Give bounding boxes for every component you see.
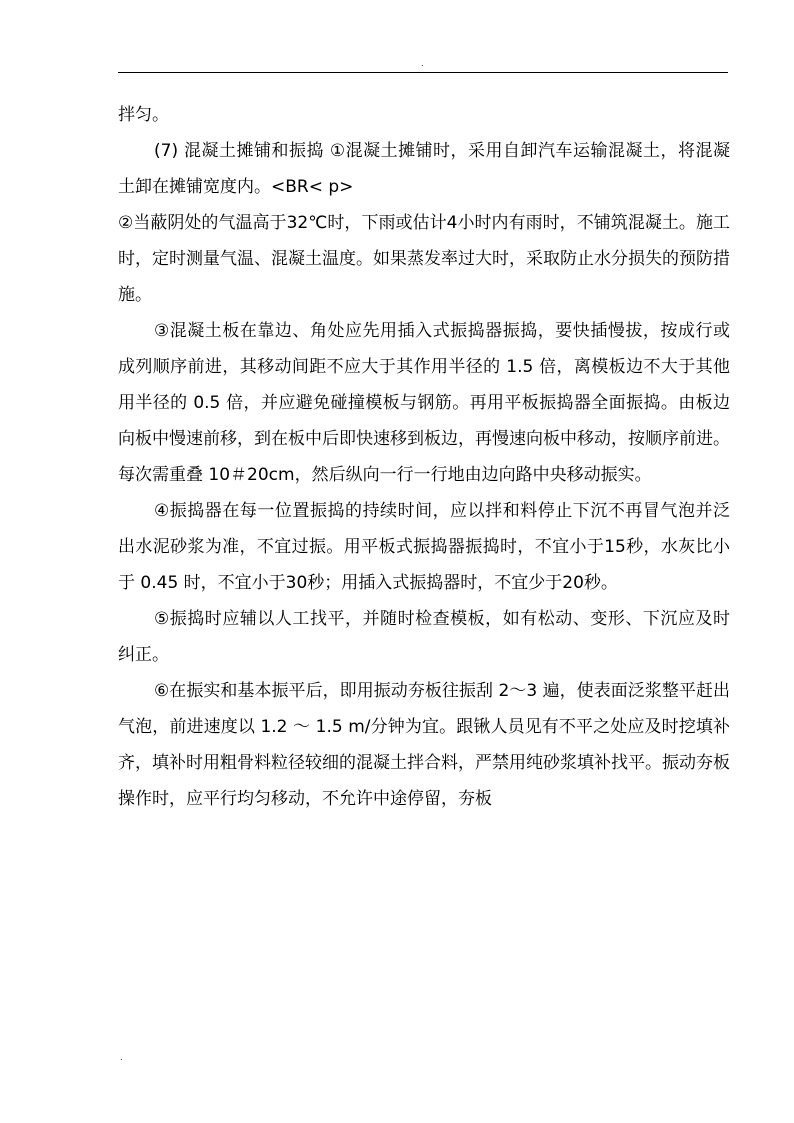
paragraph-continuation: 拌匀。 <box>118 105 169 125</box>
paragraph-4-duration: ④振捣器在每一位置振捣的持续时间，应以拌和料停止下沉不再冒气泡并泛出水泥砂浆为准，不宜过振。用平板式振捣器振捣时，不宜小于15秒，水灰比小于 0.45 时，不宜小于30秒；用插入式振捣器时，不宜少于20秒。 <box>118 501 730 593</box>
header-mark: . <box>421 59 424 68</box>
header-rule <box>118 72 728 73</box>
paragraph-3-edges: ③混凝土板在靠边、角处应先用插入式振捣器振捣，要快插慢拔，按成行或成列顺序前进，其移动间距不应大于其作用半径的 1.5 倍，离模板边不大于其他用半径的 0.5 倍，并应避免碰撞模板与钢筋。再用平板振捣器全面振捣。由板边向板中慢速前移，到在板中后即快速移到板边，再慢速向板中移动，按顺序前进。每次需重叠 10＃20cm，然后纵向一行一行地由边向路中央移动振实。 <box>118 321 730 485</box>
paragraph-7-paving: (7) 混凝土摊铺和振捣 ①混凝土摊铺时，采用自卸汽车运输混凝土，将混凝土卸在摊铺宽度内。<BR< p> <box>118 141 730 197</box>
footer-mark: . <box>120 1053 123 1062</box>
document-body <box>118 97 730 817</box>
paragraph-5-leveling: ⑤振捣时应辅以人工找平，并随时检查模板，如有松动、变形、下沉应及时纠正。 <box>118 609 730 665</box>
paragraph-6-tamping: ⑥在振实和基本振平后，即用振动夯板往振刮 2～3 遍，使表面泛浆整平赶出气泡，前进速度以 1.2 ～ 1.5 m/分钟为宜。跟锹人员见有不平之处应及时挖填补齐，填补时用粗骨料粒径较细的混凝土拌合料，严禁用纯砂浆填补找平。振动夯板操作时，应平行均匀移动，不允许中途停留，夯板 <box>118 681 730 809</box>
paragraph-2-temperature: ②当蔽阴处的气温高于32℃时，下雨或估计4小时内有雨时，不铺筑混凝土。施工时，定时测量气温、混凝土温度。如果蒸发率过大时，采取防止水分损失的预防措施。 <box>118 213 730 305</box>
